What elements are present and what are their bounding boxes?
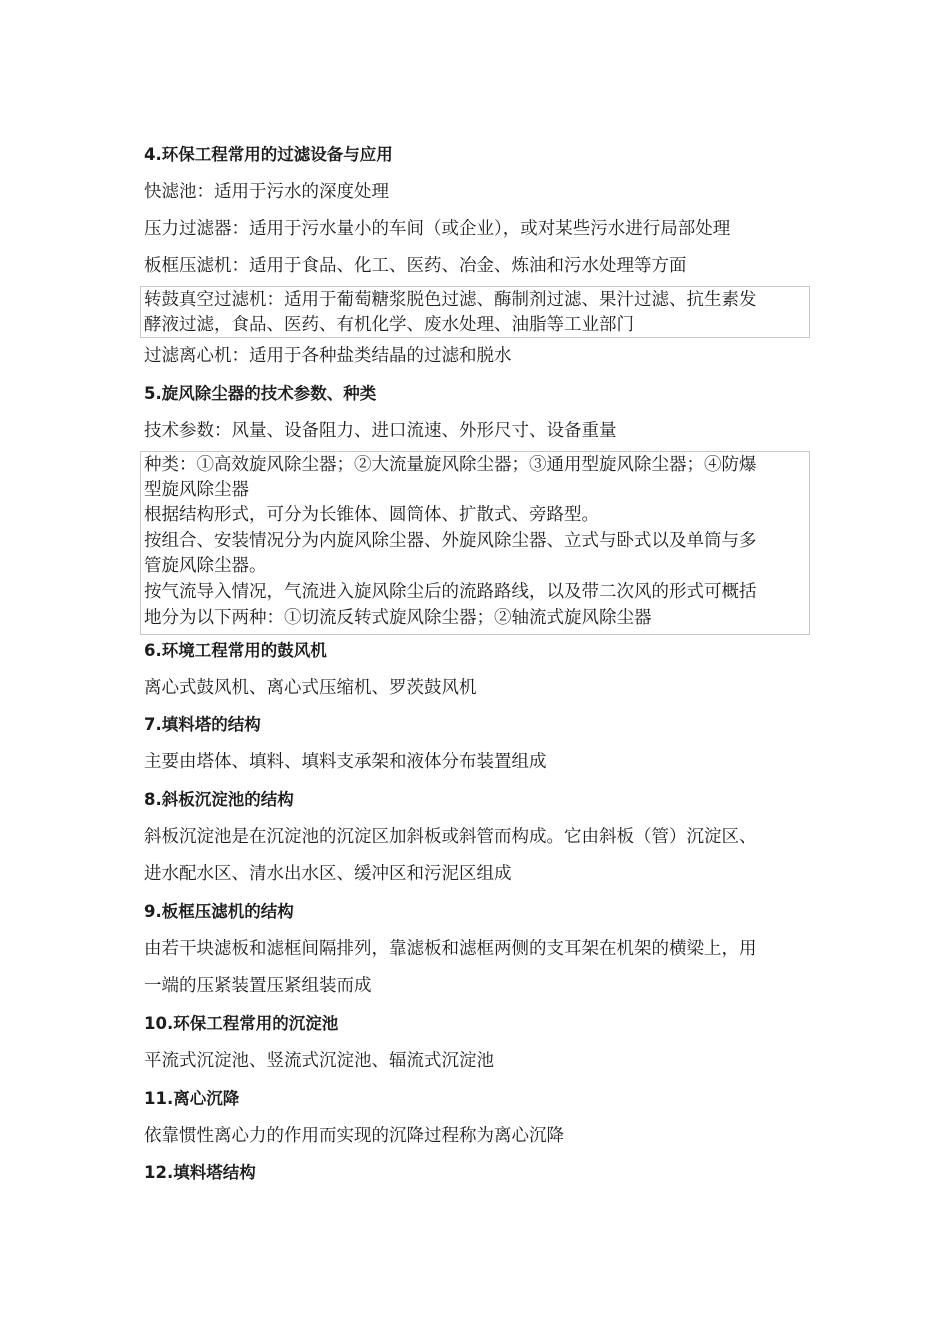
paragraph-line: 主要由塔体、填料、填料支承架和液体分布装置组成	[144, 752, 547, 772]
paragraph-line: 平流式沉淀池、竖流式沉淀池、辐流式沉淀池	[144, 1051, 494, 1071]
paragraph-line: 按气流导入情况，气流进入旋风除尘后的流路路线，以及带二次风的形式可概括	[144, 582, 757, 602]
paragraph-line: 进水配水区、清水出水区、缓冲区和污泥区组成	[144, 864, 512, 884]
paragraph-line: 酵液过滤，食品、医药、有机化学、废水处理、油脂等工业部门	[144, 315, 634, 335]
paragraph-line: 型旋风除尘器	[144, 480, 249, 500]
paragraph-line: 由若干块滤板和滤框间隔排列，靠滤板和滤框两侧的支耳架在机架的横梁上，用	[144, 939, 757, 959]
paragraph-line: 转鼓真空过滤机：适用于葡萄糖浆脱色过滤、酶制剂过滤、果汁过滤、抗生素发	[144, 290, 757, 310]
heading-4: 4.环保工程常用的过滤设备与应用	[144, 145, 393, 164]
paragraph-line: 种类：①高效旋风除尘器；②大流量旋风除尘器；③通用型旋风除尘器；④防爆	[144, 455, 757, 475]
paragraph-line: 管旋风除尘器。	[144, 556, 267, 576]
paragraph-line: 快滤池：适用于污水的深度处理	[144, 182, 389, 202]
paragraph-line: 离心式鼓风机、离心式压缩机、罗茨鼓风机	[144, 678, 477, 698]
paragraph-line: 根据结构形式，可分为长锥体、圆筒体、扩散式、旁路型。	[144, 505, 599, 525]
paragraph-line: 压力过滤器：适用于污水量小的车间（或企业），或对某些污水进行局部处理	[144, 219, 731, 239]
paragraph-line: 一端的压紧装置压紧组装而成	[144, 976, 372, 996]
heading-5: 5.旋风除尘器的技术参数、种类	[144, 384, 377, 403]
heading-9: 9.板框压滤机的结构	[144, 902, 294, 921]
paragraph-line: 依靠惯性离心力的作用而实现的沉降过程称为离心沉降	[144, 1126, 564, 1146]
paragraph-line: 地分为以下两种：①切流反转式旋风除尘器；②轴流式旋风除尘器	[144, 608, 652, 628]
paragraph-line: 技术参数：风量、设备阻力、进口流速、外形尺寸、设备重量	[144, 421, 617, 441]
heading-6: 6.环境工程常用的鼓风机	[144, 641, 327, 660]
paragraph-line: 按组合、安装情况分为内旋风除尘器、外旋风除尘器、立式与卧式以及单筒与多	[144, 531, 757, 551]
paragraph-line: 板框压滤机：适用于食品、化工、医药、冶金、炼油和污水处理等方面	[144, 256, 687, 276]
paragraph-line: 过滤离心机：适用于各种盐类结晶的过滤和脱水	[144, 346, 512, 366]
heading-8: 8.斜板沉淀池的结构	[144, 790, 294, 809]
paragraph-line: 斜板沉淀池是在沉淀池的沉淀区加斜板或斜管而构成。它由斜板（管）沉淀区、	[144, 827, 757, 847]
heading-7: 7.填料塔的结构	[144, 715, 261, 734]
heading-10: 10.环保工程常用的沉淀池	[144, 1014, 339, 1033]
heading-11: 11.离心沉降	[144, 1089, 240, 1108]
heading-12: 12.填料塔结构	[144, 1163, 256, 1182]
